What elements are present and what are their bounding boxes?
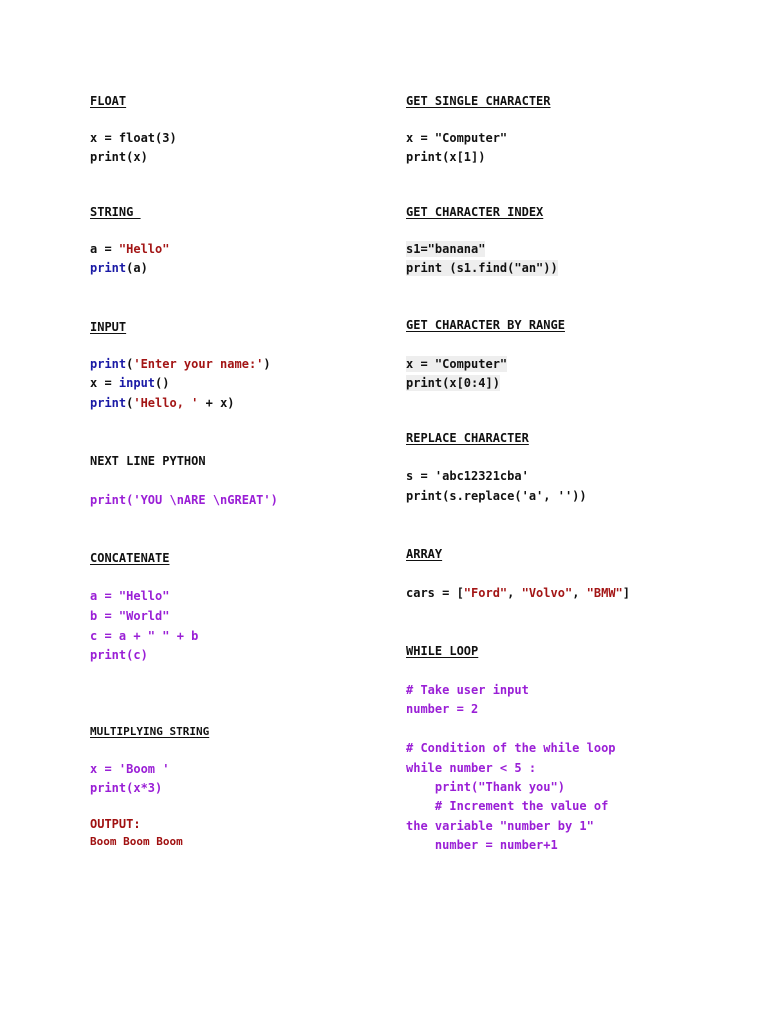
- float-code-line: print(x): [90, 150, 148, 164]
- array-code-line: cars = ["Ford", "Volvo", "BMW"]: [406, 586, 630, 600]
- replace-code-line: s = 'abc12321cba': [406, 469, 529, 483]
- input-code-line: print('Enter your name:'): [90, 357, 271, 371]
- nextline-heading: NEXT LINE PYTHON: [90, 454, 206, 468]
- float-code-line: x = float(3): [90, 131, 177, 145]
- output-value: Boom Boom Boom: [90, 835, 183, 848]
- char-range-heading: GET CHARACTER BY RANGE: [406, 318, 565, 332]
- concat-code-line: a = "Hello": [90, 589, 170, 603]
- nextline-code-line: print('YOU \nARE \nGREAT'): [90, 493, 278, 507]
- while-code-line: # Take user input: [406, 683, 529, 697]
- single-char-code-line: x = "Computer": [406, 131, 508, 145]
- input-code-line: x = input(): [90, 376, 170, 390]
- char-index-code-line: s1="banana": [406, 242, 486, 256]
- output-label: OUTPUT:: [90, 817, 141, 831]
- while-code-line: while number < 5 :: [406, 761, 537, 775]
- while-heading: WHILE LOOP: [406, 644, 479, 658]
- while-code-line: number = 2: [406, 702, 479, 716]
- char-range-code-line: x = "Computer": [406, 357, 508, 371]
- concat-code-line: c = a + " " + b: [90, 629, 199, 643]
- multiply-heading: MULTIPLYING STRING: [90, 725, 210, 738]
- concat-heading: CONCATENATE: [90, 551, 170, 565]
- while-code-line: # Increment the value of: [406, 799, 609, 813]
- char-index-code-line: print (s1.find("an")): [406, 261, 558, 275]
- multiply-code-line: x = 'Boom ': [90, 762, 170, 776]
- string-code-line: print(a): [90, 261, 148, 275]
- input-heading: INPUT: [90, 320, 127, 334]
- concat-code-line: print(c): [90, 648, 148, 662]
- char-index-heading: GET CHARACTER INDEX: [406, 205, 544, 219]
- replace-heading: REPLACE CHARACTER: [406, 431, 529, 445]
- string-heading: STRING: [90, 205, 141, 219]
- while-code-line: print("Thank you"): [406, 780, 565, 794]
- replace-code-line: print(s.replace('a', '')): [406, 489, 587, 503]
- string-code-line: a = "Hello": [90, 242, 170, 256]
- while-code-line: number = number+1: [406, 838, 558, 852]
- input-code-line: print('Hello, ' + x): [90, 396, 235, 410]
- multiply-code-line: print(x*3): [90, 781, 163, 795]
- while-code-line: the variable "number by 1": [406, 819, 594, 833]
- array-heading: ARRAY: [406, 547, 443, 561]
- while-code-line: # Condition of the while loop: [406, 741, 616, 755]
- single-char-code-line: print(x[1]): [406, 150, 486, 164]
- char-range-code-line: print(x[0:4]): [406, 376, 500, 390]
- float-heading: FLOAT: [90, 94, 127, 108]
- concat-code-line: b = "World": [90, 609, 170, 623]
- single-char-heading: GET SINGLE CHARACTER: [406, 94, 551, 108]
